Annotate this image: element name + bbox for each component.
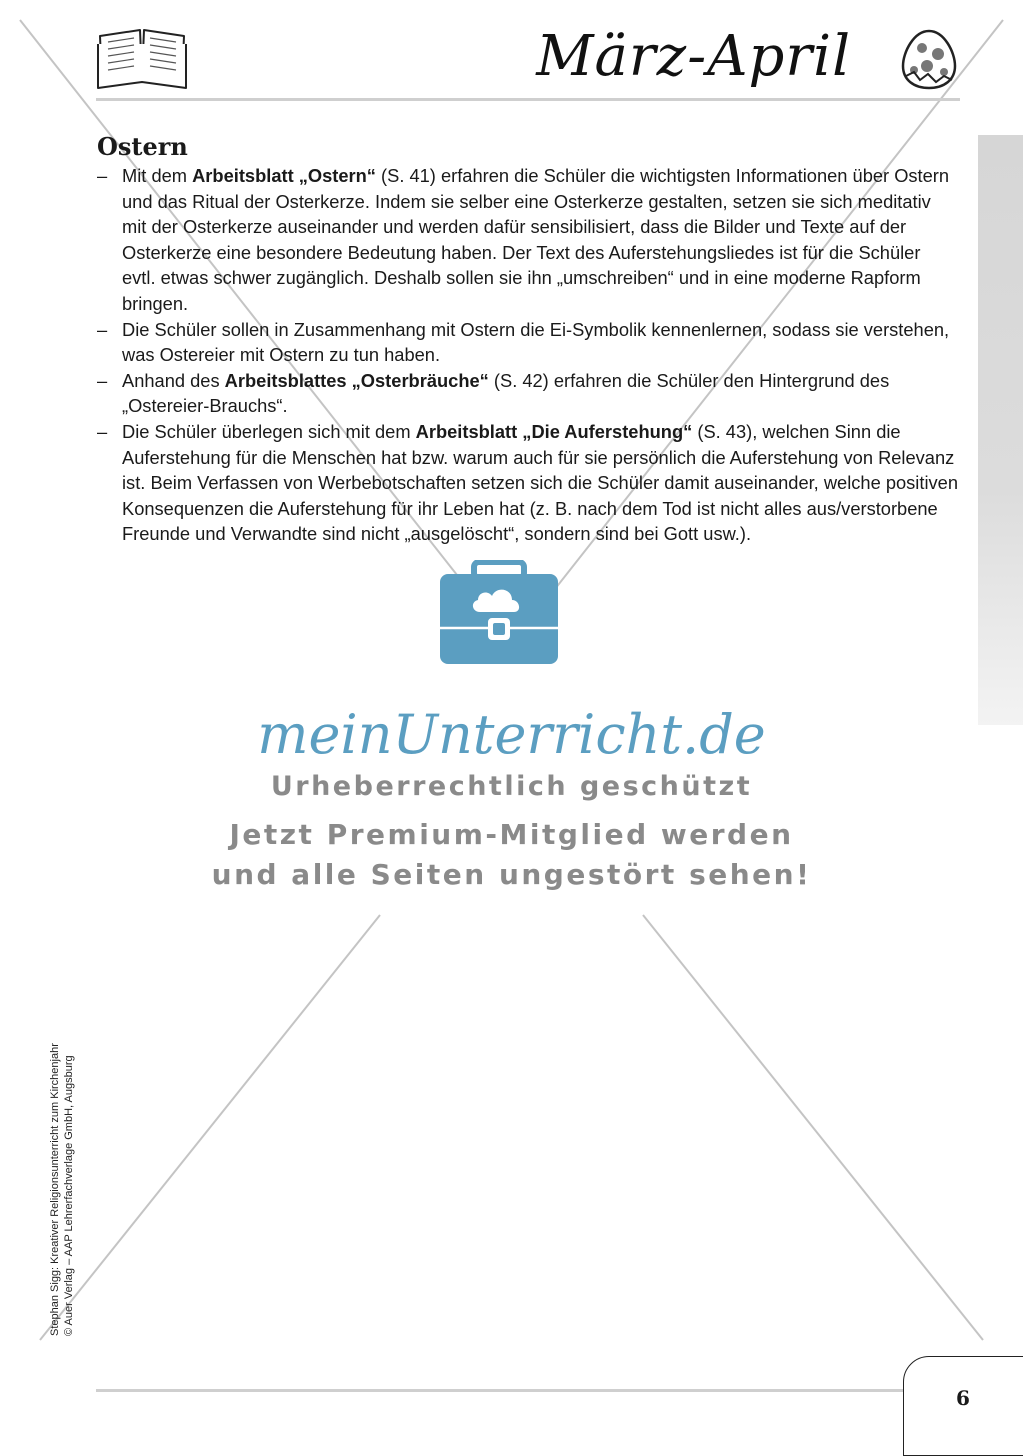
open-book-icon [96, 22, 188, 92]
footer-rule [96, 1389, 906, 1392]
publisher-credit [48, 936, 76, 1336]
bullet-text: (S. 42) erfahren die Schüler den Hintergrund des „Ostereier-Brauchs“. [122, 369, 890, 417]
bullet-text: Anhand des [122, 369, 225, 391]
bullet-text: Die Schüler überlegen sich mit dem [122, 420, 416, 442]
header-rule [96, 98, 960, 101]
bullet-text: Die Schüler sollen in Zusammenhang mit Ostern die Ei-Symbolik kennenlernen, sodass sie verstehen, was Ostereier mit Ostern zu tun haben. [122, 318, 950, 366]
credit-author-line: Stephan Sigg: Kreativer Religionsunterricht zum Kirchenjahr [49, 1043, 61, 1336]
side-band [978, 135, 1023, 725]
watermark-copyright: Urheberrechtlich geschützt [270, 771, 753, 802]
list-item [97, 419, 959, 547]
section-title: Ostern [97, 132, 188, 161]
bullet-list [97, 163, 959, 547]
watermark-brand: meinUnterricht.de [257, 703, 766, 766]
header-title: März-April [536, 24, 851, 89]
briefcase-cloud-icon [438, 560, 560, 666]
easter-egg-icon [900, 28, 958, 90]
list-item [97, 368, 959, 419]
watermark-premium-line-2: und alle Seiten ungestört sehen! [211, 858, 812, 891]
page-number: 6 [956, 1386, 970, 1410]
worksheet-reference: Arbeitsblattes „Osterbräuche“ [224, 369, 489, 391]
bullet-dash: – [97, 165, 108, 186]
bullet-dash: – [97, 318, 108, 340]
worksheet-reference: Arbeitsblatt „Die Auferstehung“ [415, 420, 693, 442]
bullet-dash: – [97, 369, 108, 391]
credit-publisher-line: © Auer Verlag – AAP Lehrerfachverlage GmbH, Augsburg [63, 1055, 75, 1336]
worksheet-reference: Arbeitsblatt „Ostern“ [192, 165, 376, 186]
bullet-text: Mit dem [122, 165, 193, 186]
list-item [97, 317, 959, 368]
bullet-text: (S. 41) erfahren die Schüler die wichtigsten Informationen über Ostern und das Ritual der Osterkerze. Indem sie selber eine Osterkerze gestalten, setzen sie sich meditativ mit der Osterkerze auseinander und werden dafür sensibilisiert, dass die Bilder und Texte auf der Osterkerze eine besondere Bedeutung haben. Der Text des Auferstehungsliedes ist für die Schüler evtl. etwas schwer zugänglich. Deshalb sollen sie ihn „umschreiben“ und in eine moderne Rapform bringen. [122, 165, 950, 314]
bullet-text: (S. 43), welchen Sinn die Auferstehung für die Menschen hat bzw. warum auch für sie persönlich die Auferstehung von Relevanz ist. Beim Verfassen von Werbebotschaften setzen sich die Schüler damit auseinander, welche positiven Konsequenzen die Auferstehung für ihr Leben hat (z. B. nach dem Tod ist nicht alles aus/verstorbene Freunde und Verwandte sind nicht „ausgelöscht“, sondern sind bei Gott usw.). [122, 420, 958, 545]
bullet-dash: – [97, 420, 108, 442]
list-item [97, 163, 959, 317]
watermark-premium-line-1: Jetzt Premium-Mitglied werden [229, 818, 794, 851]
